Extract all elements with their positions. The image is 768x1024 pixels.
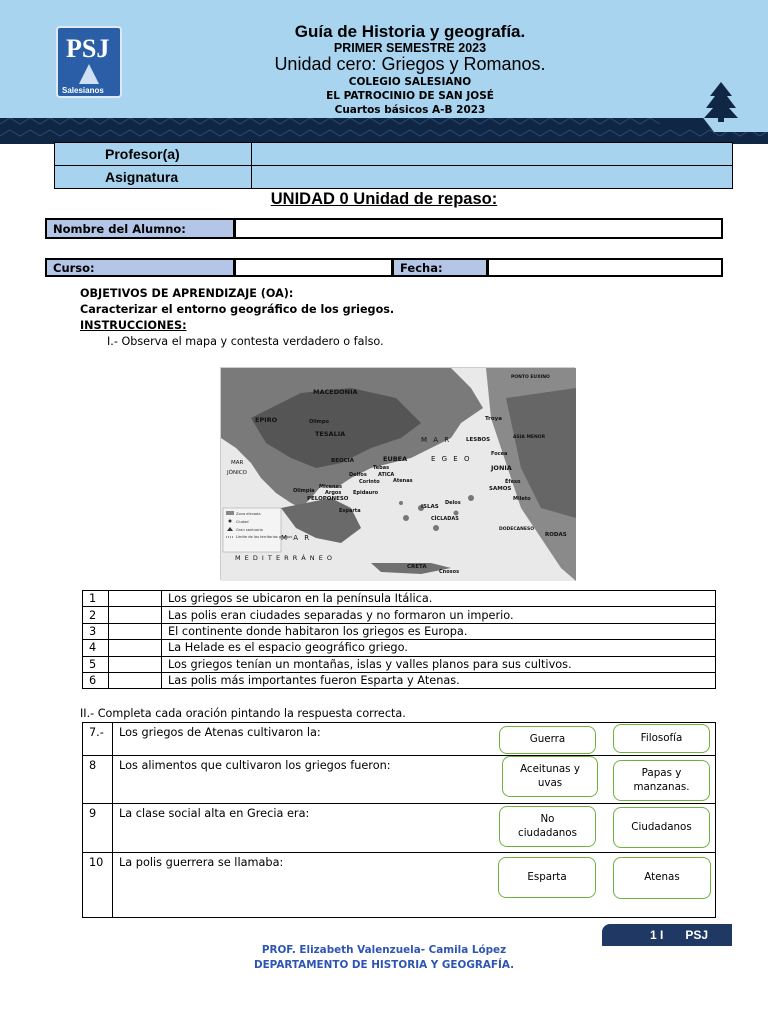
map-label-islas: ISLAS	[421, 504, 439, 510]
question-text: Los griegos de Atenas cultivaron la:	[113, 723, 716, 756]
legend-limite: Límite de los territorios griegos	[236, 535, 293, 539]
tree-icon	[702, 82, 740, 122]
semester: PRIMER SEMESTRE 2023	[333, 41, 487, 55]
fecha-label: Fecha:	[392, 258, 488, 277]
map-label-troya: Troya	[485, 416, 502, 422]
table-row	[83, 591, 716, 607]
question-number: 10	[83, 853, 113, 918]
answer-cell[interactable]	[109, 640, 162, 656]
page-number: 1 I	[650, 928, 664, 942]
map-label-mar: M A R	[281, 534, 312, 542]
question-number: 7.-	[83, 723, 113, 756]
logo-subtext: Salesianos	[62, 86, 104, 95]
question-text: La polis guerrera se llamaba:	[113, 853, 716, 918]
footer-teachers: PROF. Elizabeth Valenzuela- Camila López	[261, 944, 507, 956]
map-label-rodas: RODAS	[545, 532, 567, 538]
answer-cell[interactable]	[109, 623, 162, 639]
statement: La Helade es el espacio geográfico griego.	[162, 640, 716, 656]
question-number: 9	[83, 804, 113, 853]
map-label-efeso: Éfeso	[505, 479, 521, 485]
school-course: Cuartos básicos A-B 2023	[334, 104, 486, 116]
instructions-title: INSTRUCCIONES:	[80, 319, 187, 332]
true-false-table	[82, 590, 716, 689]
map-label-mar-jonico: MAR	[231, 460, 244, 466]
map-label-samos: SAMOS	[489, 486, 512, 492]
fecha-field[interactable]	[487, 258, 723, 277]
map-label-lesbos: LESBOS	[466, 437, 491, 443]
legend-santuario: Gran santuario	[236, 528, 263, 532]
map-label-delfos: Delfos	[349, 472, 367, 478]
map-label-jonico: JÓNICO	[227, 470, 247, 476]
page-code: PSJ	[685, 928, 709, 942]
oa-title: OBJETIVOS DE APRENDIZAJE (OA):	[80, 287, 294, 300]
asignatura-label: Asignatura	[54, 165, 252, 189]
map-label-asia: ASIA MENOR	[513, 435, 546, 440]
map-label-jonia: JONIA	[491, 464, 512, 472]
map-label-corinto: Corinto	[359, 479, 380, 485]
map-label-epidauro: Epidauro	[353, 490, 379, 496]
option-aceitunas[interactable]: Aceitunas y uvas	[502, 756, 598, 797]
answer-cell[interactable]	[109, 607, 162, 623]
asignatura-field[interactable]	[251, 165, 733, 189]
map-label-epiro: EPIRO	[255, 416, 278, 424]
answer-cell[interactable]	[109, 672, 162, 688]
curso-label: Curso:	[45, 258, 235, 277]
page-number-bar	[602, 924, 732, 946]
question-text: La clase social alta en Grecia era:	[113, 804, 716, 853]
part2-instruction: II.- Completa cada oración pintando la respuesta correcta.	[80, 707, 406, 720]
statement: Las polis más importantes fueron Esparta y Atenas.	[162, 672, 716, 688]
footer-department: DEPARTAMENTO DE HISTORIA Y GEOGRAFÍA.	[253, 959, 515, 971]
statement: Las polis eran ciudades separadas y no formaron un imperio.	[162, 607, 716, 623]
map-label-delos: Delos	[445, 500, 461, 506]
map-label-peloponeso: PELOPONESO	[307, 496, 349, 502]
statement: Los griegos tenían un montañas, islas y valles planos para sus cultivos.	[162, 656, 716, 672]
map-label-atica: ATICA	[378, 472, 395, 478]
map-label-mileto: Mileto	[513, 496, 531, 502]
map-label-focea: Focea	[491, 451, 508, 457]
option-esparta[interactable]: Esparta	[498, 857, 596, 898]
alumno-label: Nombre del Alumno:	[45, 218, 235, 239]
alumno-field[interactable]	[234, 218, 723, 239]
option-guerra[interactable]: Guerra	[499, 726, 596, 754]
curso-field[interactable]	[234, 258, 393, 277]
map-label-creta: CRETA	[407, 564, 427, 570]
greece-map	[220, 367, 575, 580]
answer-cell[interactable]	[109, 591, 162, 607]
legend-zona-elevada: Zona elevada	[236, 512, 261, 516]
row-number: 2	[83, 607, 109, 623]
map-label-ciclades: CÍCLADAS	[431, 516, 459, 522]
row-number: 5	[83, 656, 109, 672]
map-label-olimpo: Olimpo	[309, 419, 329, 425]
school-name: COLEGIO SALESIANO	[348, 76, 472, 88]
legend-ciudad: Ciudad	[236, 520, 249, 524]
school-fullname: EL PATROCINIO DE SAN JOSÉ	[326, 90, 494, 102]
row-number: 1	[83, 591, 109, 607]
option-atenas[interactable]: Atenas	[613, 857, 711, 899]
option-filosofia[interactable]: Filosofía	[613, 724, 710, 753]
map-label-dodecaneso: DODECANESO	[499, 527, 535, 532]
answer-cell[interactable]	[109, 656, 162, 672]
map-label-eubea: EUBEA	[383, 455, 408, 463]
map-label-micenas: Micenas	[319, 484, 342, 490]
row-number: 6	[83, 672, 109, 688]
table-row	[83, 656, 716, 672]
table-row	[83, 672, 716, 688]
map-label-atenas: Atenas	[393, 478, 413, 484]
map-label-beocia: BEOCIA	[331, 458, 354, 464]
header-dark-band	[0, 118, 768, 144]
logo-text: PSJ	[66, 34, 110, 63]
map-label-olimpia: Olimpia	[293, 488, 315, 494]
option-ciudadanos[interactable]: Ciudadanos	[613, 807, 710, 848]
map-label-cnosos: Cnosos	[439, 569, 460, 575]
question-text: Los alimentos que cultivaron los griegos fueron:	[113, 756, 716, 804]
map-label-esparta: Esparta	[339, 508, 361, 514]
profesor-label: Profesor(a)	[54, 142, 252, 166]
map-label-macedonia: MACEDONIA	[313, 388, 358, 396]
map-label-tesalia: TESALIA	[315, 430, 346, 438]
option-no-ciudadanos[interactable]: No ciudadanos	[499, 806, 596, 847]
statement: El continente donde habitaron los griegos es Europa.	[162, 623, 716, 639]
unit-heading: UNIDAD 0 Unidad de repaso:	[270, 190, 498, 208]
table-row	[83, 640, 716, 656]
unit-subtitle: Unidad cero: Griegos y Romanos.	[274, 54, 546, 74]
option-papas[interactable]: Papas y manzanas.	[613, 760, 710, 801]
map-label-ponto: PONTO EUXINO	[511, 375, 550, 380]
map-label-mediterraneo: M E D I T E R R Á N E O	[235, 554, 334, 562]
map-label-mar-egeo: M A R	[421, 436, 452, 444]
map-label-egeo: E G E O	[431, 455, 472, 463]
page-title: Guía de Historia y geografía.	[294, 22, 526, 41]
map-label-argos: Argos	[325, 490, 342, 496]
statement: Los griegos se ubicaron en la península Itálica.	[162, 591, 716, 607]
row-number: 3	[83, 623, 109, 639]
oa-text: Caracterizar el entorno geográfico de los griegos.	[80, 303, 395, 316]
question-number: 8	[83, 756, 113, 804]
row-number: 4	[83, 640, 109, 656]
part1-instruction: I.- Observa el mapa y contesta verdadero o falso.	[107, 335, 384, 348]
table-row	[83, 623, 716, 639]
map-label-tebas: Tebas	[373, 465, 390, 471]
table-row	[83, 607, 716, 623]
profesor-field[interactable]	[251, 142, 733, 166]
